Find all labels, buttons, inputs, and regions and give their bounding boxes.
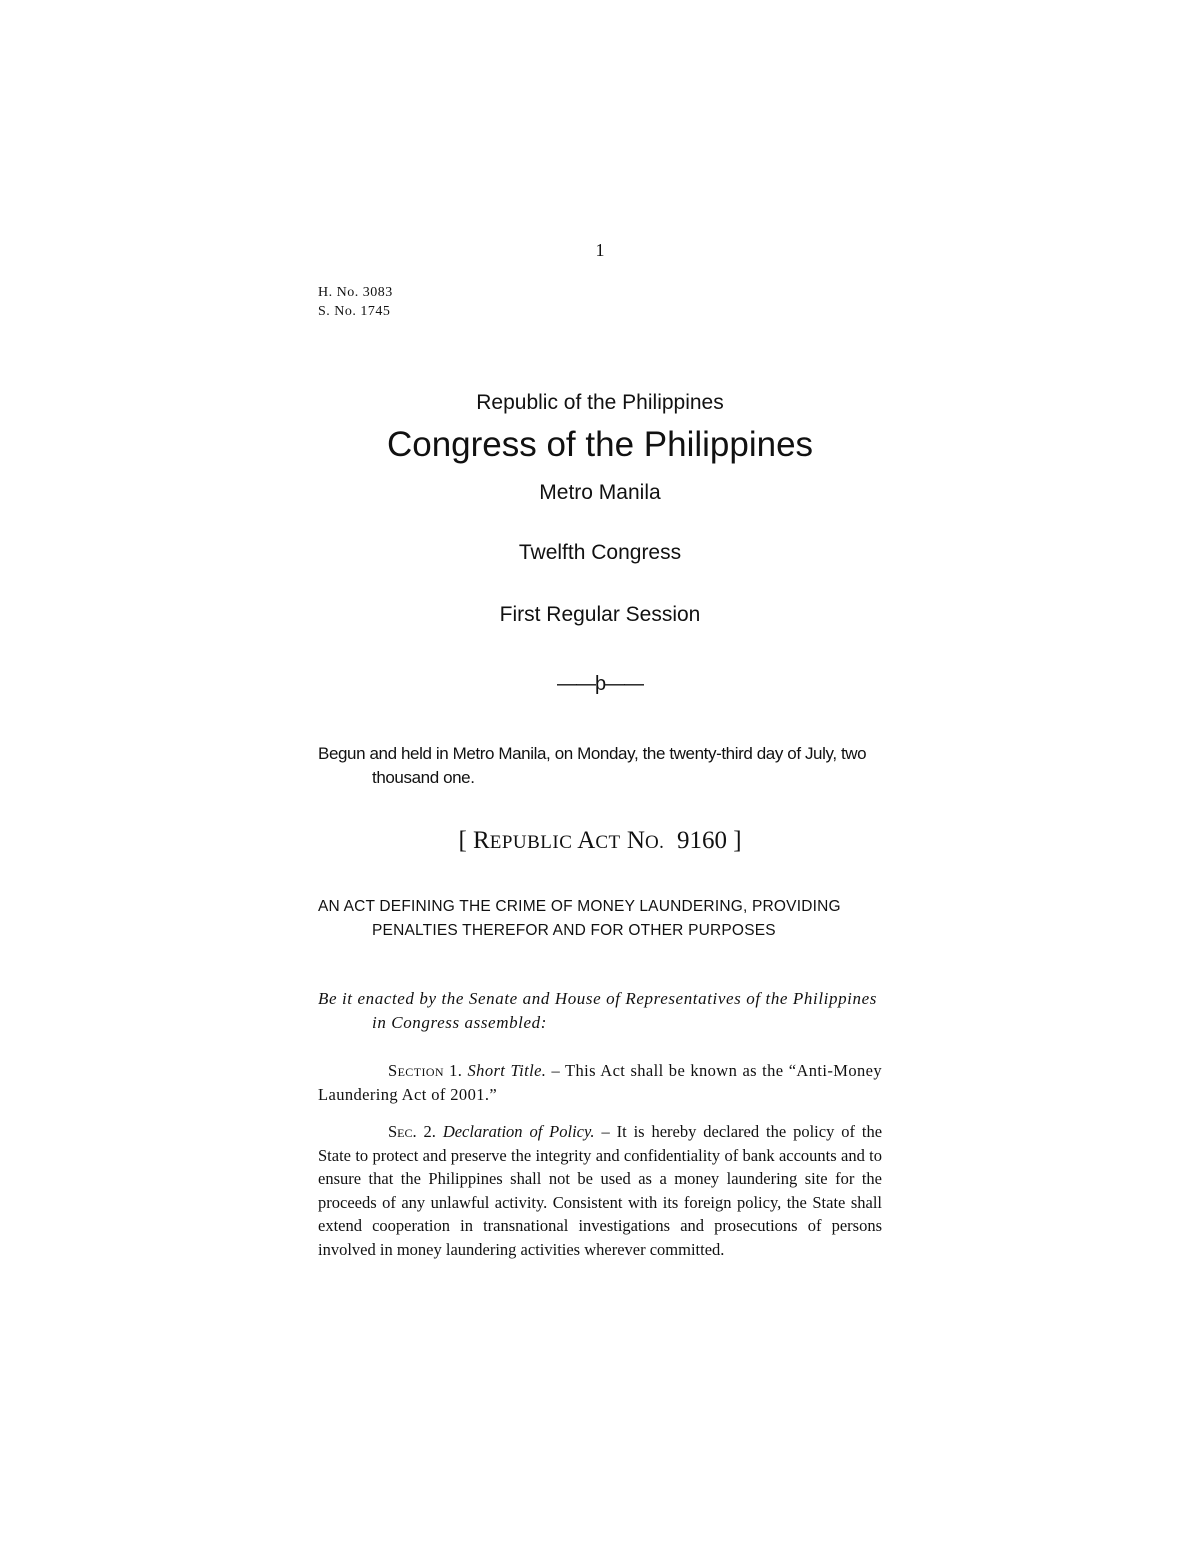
begun-statement: Begun and held in Metro Manila, on Monday, the twenty-third day of July, two thousand one. bbox=[318, 744, 867, 787]
act-number-n: N bbox=[626, 827, 645, 854]
act-number-r: R bbox=[473, 827, 490, 854]
act-number bbox=[0, 827, 1200, 855]
act-title: AN ACT DEFINING THE CRIME OF MONEY LAUNDERING, PROVIDING PENALTIES THEREFOR AND FOR OTHER PURPOSES bbox=[318, 898, 841, 939]
section-1 bbox=[318, 1059, 882, 1106]
section-1-body: This Act shall be known as the “Anti-Money Laundering Act of 2001.” bbox=[318, 1061, 883, 1104]
bill-numbers bbox=[318, 283, 393, 321]
senate-bill-number: S. No. 1745 bbox=[318, 304, 391, 319]
act-number-a: A bbox=[577, 827, 596, 854]
act-number-epublic: EPUBLIC bbox=[489, 832, 573, 853]
section-2-body: It is hereby declared the policy of the State to protect and preserve the integrity and confidentiality of bank accounts and to ensure that the Philippines shall not be used as a money laundering site for the proceeds of any unlawful activity. Consistent with its foreign policy, the State shall extend cooperation in transnational investigations and prosecutions of persons involved in money laundering activities wherever committed. bbox=[318, 1122, 883, 1259]
republic-heading: Republic of the Philippines bbox=[476, 391, 724, 414]
ornament-divider: ——þ—— bbox=[556, 673, 644, 695]
section-1-heading: Short Title. bbox=[467, 1061, 547, 1080]
section-1-label: Section 1. bbox=[388, 1061, 463, 1080]
section-1-dash: – bbox=[546, 1061, 566, 1080]
section-2-dash: – bbox=[594, 1122, 617, 1141]
act-number-o: O. bbox=[644, 832, 665, 853]
location-heading: Metro Manila bbox=[539, 481, 661, 504]
section-2-heading: Declaration of Policy. bbox=[442, 1122, 595, 1141]
congress-number-heading: Twelfth Congress bbox=[518, 541, 682, 564]
act-number-ct: CT bbox=[595, 832, 621, 853]
act-number-value: 9160 bbox=[676, 827, 727, 854]
section-2 bbox=[318, 1120, 882, 1261]
house-bill-number: H. No. 3083 bbox=[318, 285, 393, 300]
congress-heading: Congress of the Philippines bbox=[386, 425, 814, 464]
session-heading: First Regular Session bbox=[499, 603, 701, 626]
act-number-open-bracket: [ bbox=[458, 827, 467, 854]
section-2-label: Sec. 2. bbox=[388, 1122, 436, 1141]
page-number: 1 bbox=[595, 240, 605, 260]
enacting-clause: Be it enacted by the Senate and House of Representatives of the Philippines in Congress assembled: bbox=[318, 989, 877, 1032]
act-number-close-bracket: ] bbox=[733, 827, 742, 854]
